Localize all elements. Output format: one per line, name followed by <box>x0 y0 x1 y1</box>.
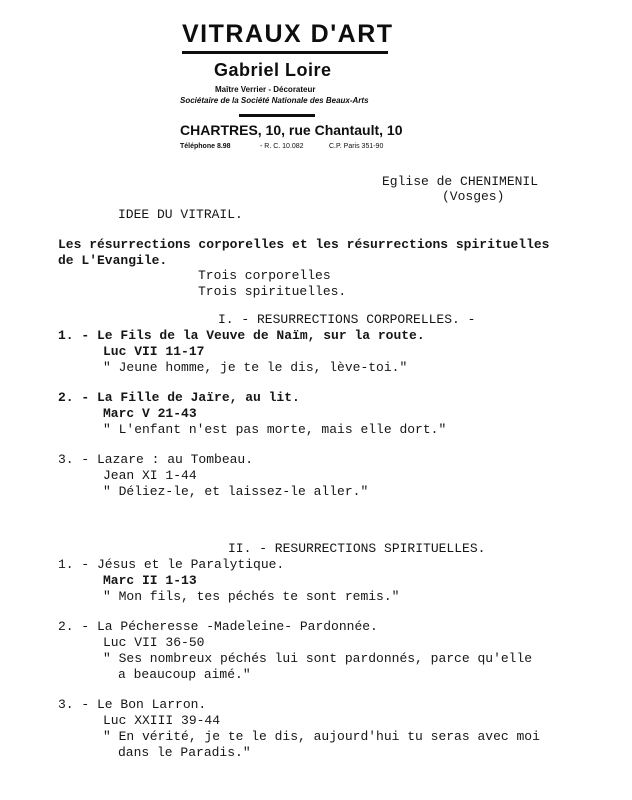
document-heading: IDEE DU VITRAIL. <box>118 207 243 222</box>
section-1-item-1-quote: " Jeune homme, je te le dis, lève-toi." <box>103 360 408 375</box>
letterhead-phone: Téléphone 8.98 <box>180 143 231 150</box>
section-2-title: II. - RESURRECTIONS SPIRITUELLES. <box>228 541 486 556</box>
section-1-title: I. - RESURRECTIONS CORPORELLES. - <box>218 312 476 327</box>
letterhead-role: Maître Verrier - Décorateur <box>215 85 316 94</box>
intro-count-corporal: Trois corporelles <box>198 268 331 283</box>
section-2-item-1-title: 1. - Jésus et le Paralytique. <box>58 557 285 572</box>
intro-line-2: de L'Evangile. <box>58 253 168 268</box>
section-1-item-2-title: 2. - La Fille de Jaïre, au lit. <box>58 390 300 405</box>
section-1-item-2-quote: " L'enfant n'est pas morte, mais elle dort." <box>103 422 447 437</box>
letterhead-name: Gabriel Loire <box>214 60 332 80</box>
intro-count-spiritual: Trois spirituelles. <box>198 284 347 299</box>
section-2-item-3-quote-line-2: dans le Paradis." <box>118 745 251 760</box>
letterhead-society: Sociétaire de la Société Nationale des Beaux-Arts <box>180 96 369 105</box>
section-1-item-3-title: 3. - Lazare : au Tombeau. <box>58 452 254 467</box>
section-1-item-1-title: 1. - Le Fils de la Veuve de Naïm, sur la route. <box>58 328 425 343</box>
church-name: Eglise de CHENIMENIL <box>382 174 539 189</box>
section-1-item-1-ref: Luc VII 11-17 <box>103 344 205 359</box>
section-2-item-3-ref: Luc XXIII 39-44 <box>103 713 221 728</box>
letterhead-rc: - R. C. 10.082 <box>260 143 304 150</box>
letterhead-cp: C.P. Paris 351-90 <box>329 143 384 150</box>
section-2-item-1-quote: " Mon fils, tes péchés te sont remis." <box>103 589 400 604</box>
section-1-item-3-quote: " Déliez-le, et laissez-le aller." <box>103 484 369 499</box>
intro-line-1: Les résurrections corporelles et les résurrections spirituelles <box>58 237 550 252</box>
section-2-item-3-quote-line-1: " En vérité, je te le dis, aujourd'hui tu seras avec moi <box>103 729 540 744</box>
section-2-item-2-title: 2. - La Pécheresse -Madeleine- Pardonnée. <box>58 619 378 634</box>
section-2-item-3-title: 3. - Le Bon Larron. <box>58 697 207 712</box>
section-1-item-3-ref: Jean XI 1-44 <box>103 468 197 483</box>
section-2-item-2-quote-line-2: a beaucoup aimé." <box>118 667 251 682</box>
section-2-item-2-ref: Luc VII 36-50 <box>103 635 205 650</box>
section-2-item-2-quote-line-1: " Ses nombreux péchés lui sont pardonnés, parce qu'elle <box>103 651 533 666</box>
letterhead-rule-bottom <box>239 114 315 117</box>
letterhead-address: CHARTRES, 10, rue Chantault, 10 <box>180 122 403 138</box>
letterhead-brand: VITRAUX D'ART <box>182 20 394 48</box>
church-region: (Vosges) <box>442 189 505 204</box>
section-2-item-1-ref: Marc II 1-13 <box>103 573 197 588</box>
letterhead-rule-top <box>182 51 388 54</box>
section-1-item-2-ref: Marc V 21-43 <box>103 406 197 421</box>
